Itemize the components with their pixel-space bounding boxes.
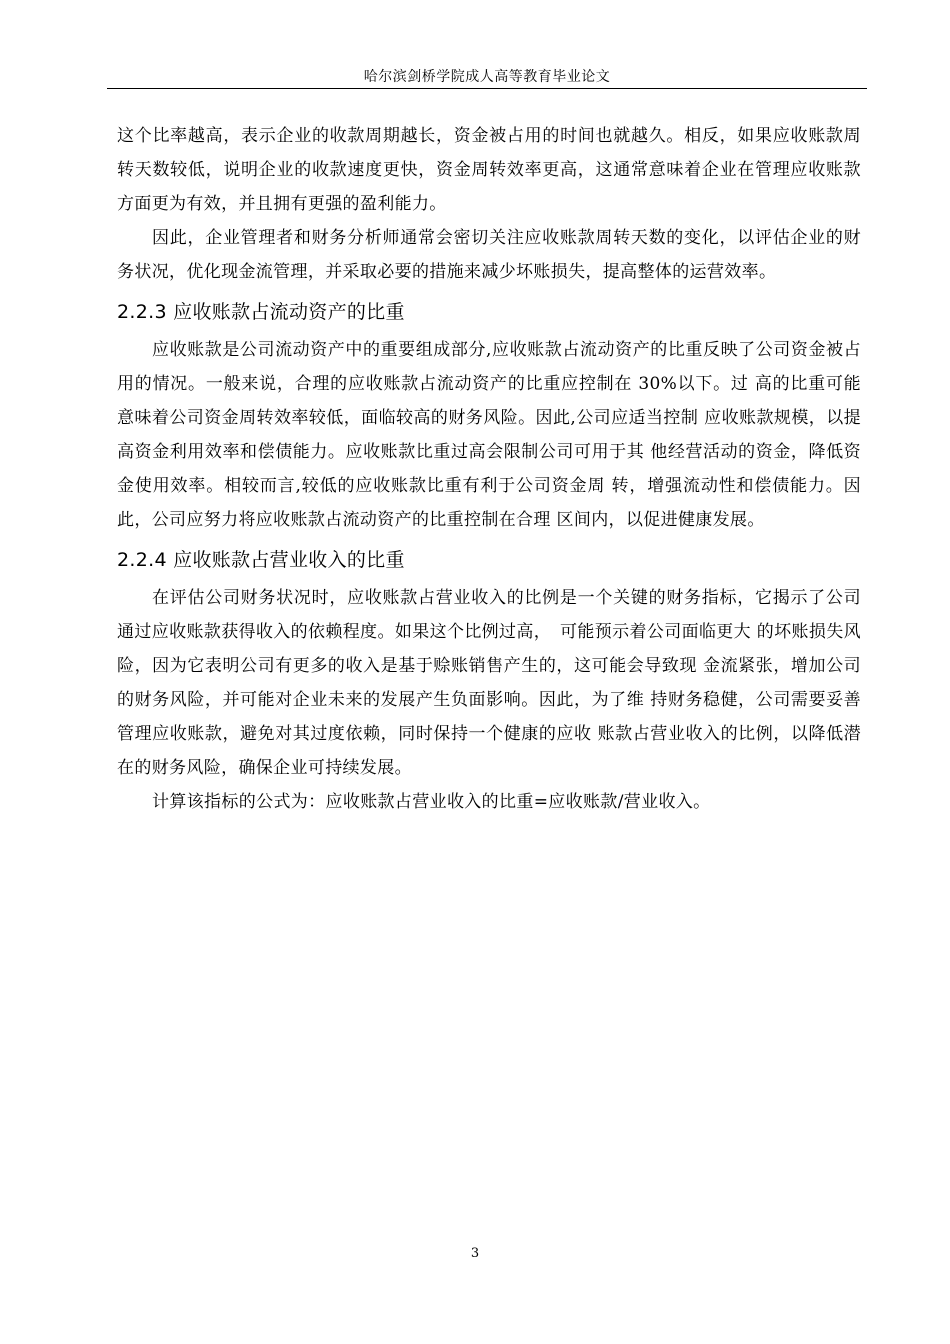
section-2-2-3-body: 应收账款是公司流动资产中的重要组成部分,应收账款占流动资产的比重反映了公司资金被占用的情况。一般来说，合理的应收账款占流动资产的比重应控制在 30%以下。过 高的比重可能意味着公司资金周转效率较低，面临较高的财务风险。因此,公司应适当控制 应收账款规模，以提高资金利用效率和偿债能力。应收账款比重过高会限制公司可用于其 他经营活动的资金，降低资金使用效率。相较而言,较低的应收账款比重有利于公司资金周 转，增强流动性和偿债能力。因此，公司应努力将应收账款占流动资产的比重控制在合理 区间内，以促进健康发展。 (117, 340, 861, 530)
section-heading-2-2-3: 2.2.3 应收账款占流动资产的比重 (117, 301, 405, 323)
page-body (117, 119, 861, 819)
header-divider (107, 88, 867, 89)
running-header: 哈尔滨剑桥学院成人高等教育毕业论文 (363, 69, 611, 85)
formula-paragraph: 计算该指标的公式为：应收账款占营业收入的比重=应收账款/营业收入。 (152, 792, 711, 812)
page-number: 3 (470, 1246, 480, 1261)
body-paragraph: 因此，企业管理者和财务分析师通常会密切关注应收账款周转天数的变化，以评估企业的财务状况，优化现金流管理，并采取必要的措施来减少坏账损失，提高整体的运营效率。 (117, 228, 861, 282)
body-paragraph-continued: 这个比率越高，表示企业的收款周期越长，资金被占用的时间也就越久。相反，如果应收账款周转天数较低，说明企业的收款速度更快，资金周转效率更高，这通常意味着企业在管理应收账款方面更为有效，并且拥有更强的盈利能力。 (117, 126, 861, 214)
section-2-2-4-body: 在评估公司财务状况时，应收账款占营业收入的比例是一个关键的财务指标，它揭示了公司通过应收账款获得收入的依赖程度。如果这个比例过高， 可能预示着公司面临更大 的坏账损失风险，因为它表明公司有更多的收入是基于赊账销售产生的，这可能会导致现 金流紧张，增加公司的财务风险，并可能对企业未来的发展产生负面影响。因此，为了维 持财务稳健，公司需要妥善管理应收账款，避免对其过度依赖，同时保持一个健康的应收 账款占营业收入的比例，以降低潜在的财务风险，确保企业可持续发展。 (117, 588, 861, 778)
section-heading-2-2-4: 2.2.4 应收账款占营业收入的比重 (117, 549, 405, 571)
